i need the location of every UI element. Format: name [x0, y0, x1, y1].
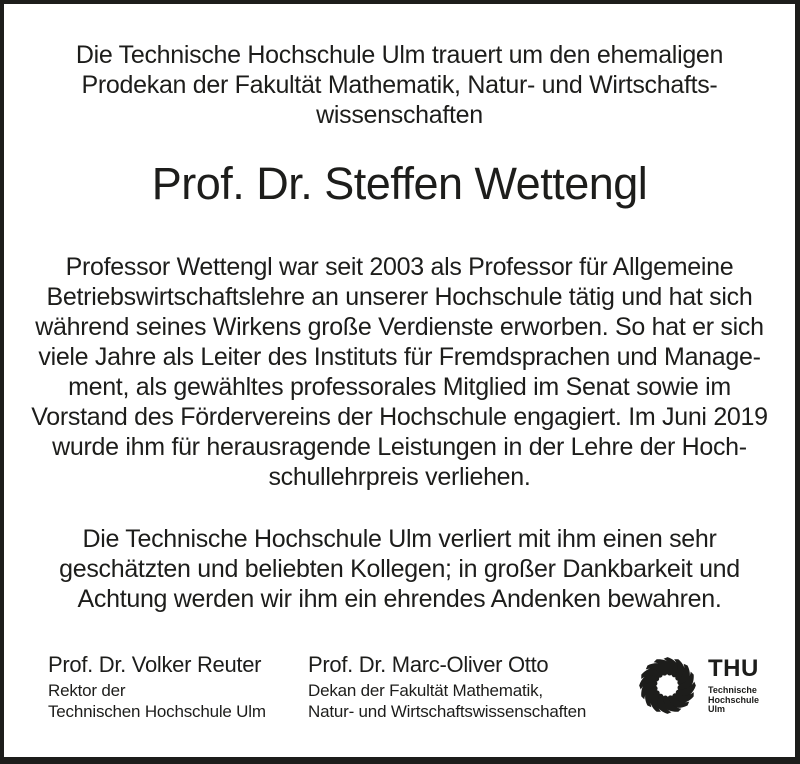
paragraph-line: Professor Wettengl war seit 2003 als Professor für Allgemeine [65, 253, 734, 281]
deceased-name-title: Prof. Dr. Steffen Wettengl [151, 158, 648, 209]
paragraph-line: Betriebswirtschaftslehre an unserer Hochschule tätig und hat sich [46, 283, 753, 311]
paragraph-line: wurde ihm für herausragende Leistungen in der Lehre der Hoch- [52, 433, 747, 461]
signature-name: Prof. Dr. Volker Reuter [48, 652, 262, 677]
signature-name: Prof. Dr. Marc-Oliver Otto [308, 652, 549, 677]
signature-role-line: Technischen Hochschule Ulm [48, 701, 266, 721]
thu-logo [636, 654, 759, 717]
signature-role-line: Natur- und Wirtschaftswissenschaften [308, 701, 587, 721]
paragraph-line: Vorstand des Fördervereins der Hochschule engagiert. Im Juni 2019 [31, 403, 768, 431]
signature-role-line: Rektor der [48, 681, 126, 700]
intro-line: Prodekan der Fakultät Mathematik, Natur- und Wirtschafts- [81, 71, 718, 99]
thu-logo-name-line: Hochschule [707, 694, 759, 705]
intro-text [4, 40, 795, 130]
signature-role-line: Dekan der Fakultät Mathematik, [308, 681, 543, 700]
signature-block [4, 652, 795, 722]
paragraph-line: viele Jahre als Leiter des Instituts für Fremdsprachen und Manage- [38, 343, 761, 371]
paragraph-line: während seines Wirkens große Verdienste erworben. So hat er sich [35, 313, 764, 341]
paragraph-line: ment, als gewähltes professorales Mitglied im Senat sowie im [68, 373, 731, 401]
thu-logo-name-line: Technische [707, 685, 757, 695]
pinwheel-swirl-icon [636, 654, 699, 717]
intro-line: wissenschaften [316, 101, 483, 129]
thu-logo-name-line: Ulm [707, 704, 725, 714]
signature-dekan [308, 652, 636, 722]
thu-logo-abbr: THU [707, 655, 759, 682]
paragraph-line: Die Technische Hochschule Ulm verliert mit ihm einen sehr [82, 525, 717, 553]
signature-rektor [48, 652, 308, 722]
thu-logo-text [708, 654, 759, 715]
obituary-paragraph-1 [4, 252, 795, 492]
paragraph-line: schullehrpreis verliehen. [268, 463, 531, 491]
obituary-paragraph-2 [4, 524, 795, 614]
paragraph-line: geschätzten und beliebten Kollegen; in großer Dankbarkeit und [59, 555, 740, 583]
thu-logo-name [708, 686, 759, 715]
paragraph-line: Achtung werden wir ihm ein ehrendes Andenken bewahren. [77, 585, 722, 613]
intro-line: Die Technische Hochschule Ulm trauert um den ehemaligen [75, 41, 724, 69]
